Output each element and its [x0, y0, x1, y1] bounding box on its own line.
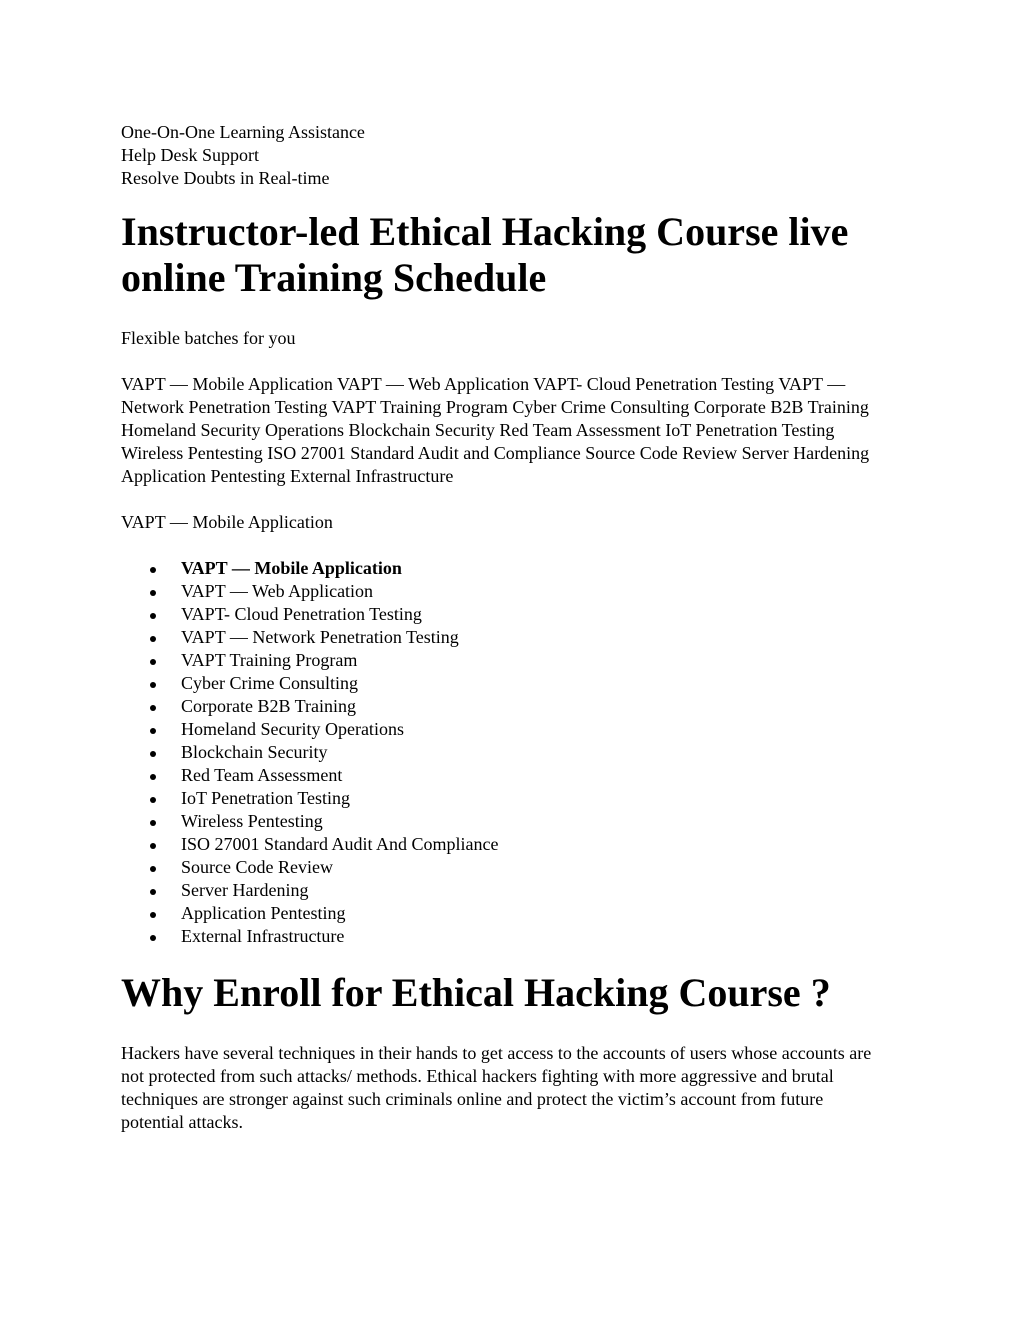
bullet-icon [150, 889, 156, 895]
list-item[interactable]: Corporate B2B Training [121, 695, 881, 718]
list-item[interactable]: VAPT- Cloud Penetration Testing [121, 603, 881, 626]
selected-category-text: VAPT — Mobile Application [121, 512, 333, 532]
list-item[interactable]: ISO 27001 Standard Audit And Compliance [121, 833, 881, 856]
bullet-icon [150, 590, 156, 596]
support-lines [121, 121, 881, 190]
list-item[interactable]: VAPT Training Program [121, 649, 881, 672]
bullet-icon [150, 682, 156, 688]
list-item[interactable]: Red Team Assessment [121, 764, 881, 787]
bullet-icon [150, 774, 156, 780]
schedule-heading: Instructor-led Ethical Hacking Course live online Training Schedule [121, 209, 849, 300]
list-item[interactable]: VAPT — Network Penetration Testing [121, 626, 881, 649]
list-item[interactable]: Blockchain Security [121, 741, 881, 764]
bullet-icon [150, 567, 156, 573]
support-line-resolve-doubts: Resolve Doubts in Real-time [121, 168, 330, 188]
list-item[interactable]: Homeland Security Operations [121, 718, 881, 741]
list-item[interactable]: Wireless Pentesting [121, 810, 881, 833]
list-item[interactable]: Application Pentesting [121, 902, 881, 925]
flexible-batches-text: Flexible batches for you [121, 328, 296, 348]
list-item[interactable]: External Infrastructure [121, 925, 881, 948]
bullet-icon [150, 751, 156, 757]
bullet-icon [150, 659, 156, 665]
list-item[interactable]: VAPT — Web Application [121, 580, 881, 603]
support-line-learning-assistance: One-On-One Learning Assistance [121, 122, 365, 142]
list-item[interactable]: Source Code Review [121, 856, 881, 879]
bullet-icon [150, 843, 156, 849]
list-item[interactable]: Cyber Crime Consulting [121, 672, 881, 695]
bullet-icon [150, 935, 156, 941]
bullet-icon [150, 912, 156, 918]
category-list [121, 557, 881, 948]
bullet-icon [150, 613, 156, 619]
document-content [121, 121, 881, 1134]
bullet-icon [150, 728, 156, 734]
bullet-icon [150, 705, 156, 711]
bullet-icon [150, 820, 156, 826]
bullet-icon [150, 636, 156, 642]
categories-paragraph: VAPT — Mobile Application VAPT — Web Application VAPT- Cloud Penetration Testing VAPT — Network Penetration Testing VAPT Training Program Cyber Crime Consulting Corporate B2B Training Homeland Security Operations Blockchain Security Red Team Assessment IoT Penetration Testing Wireless Pentesting ISO 27001 Standard Audit and Compliance Source Code Review Server Hardening Application Pentesting External Infrastructure [121, 374, 870, 486]
support-line-help-desk: Help Desk Support [121, 145, 259, 165]
list-item[interactable]: Server Hardening [121, 879, 881, 902]
list-item[interactable]: IoT Penetration Testing [121, 787, 881, 810]
bullet-icon [150, 866, 156, 872]
why-enroll-paragraph: Hackers have several techniques in their hands to get access to the accounts of users whose accounts are not protected from such attacks/ methods. Ethical hackers fighting with more aggressive and brutal techniques are stronger against such criminals online and protect the victim’s account from future potential attacks. [121, 1043, 872, 1132]
bullet-icon [150, 797, 156, 803]
list-item[interactable]: VAPT — Mobile Application [121, 557, 881, 580]
why-enroll-heading: Why Enroll for Ethical Hacking Course ? [121, 970, 831, 1015]
